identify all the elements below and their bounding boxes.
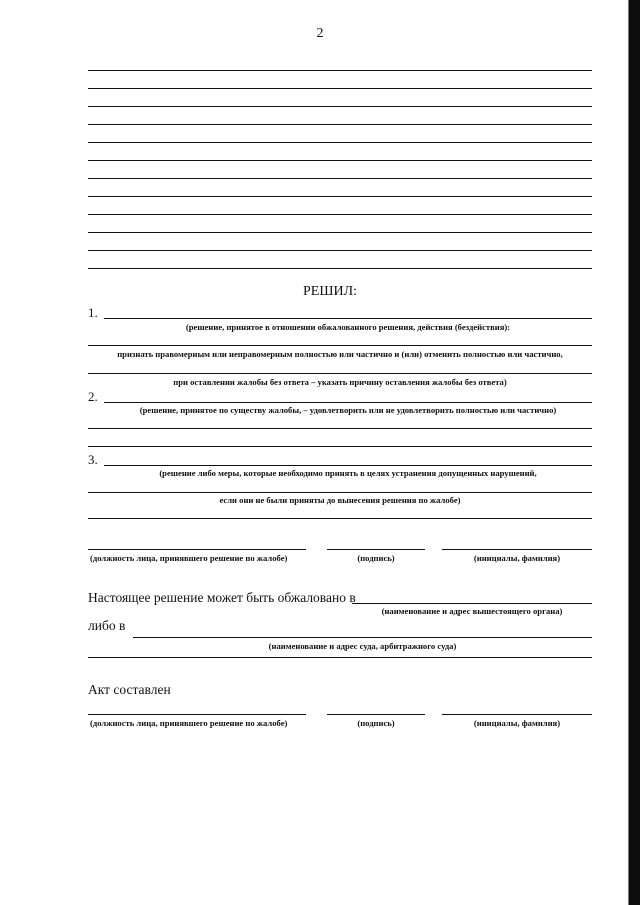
item-3-line[interactable] <box>104 465 592 466</box>
initials-line[interactable] <box>442 549 592 550</box>
scan-edge <box>629 0 640 905</box>
item-1-caption-2: признать правомерным или неправомерным полностью или частично и (или) отменить полностью или частично, <box>117 349 563 359</box>
blank-line[interactable] <box>88 106 592 107</box>
item-2-line-3[interactable] <box>88 446 592 447</box>
blank-line[interactable] <box>88 142 592 143</box>
position-caption: (должность лица, принявшего решение по жалобе) <box>90 553 288 563</box>
court-line[interactable] <box>133 637 592 638</box>
blank-line[interactable] <box>88 178 592 179</box>
appeal-text: Настоящее решение может быть обжаловано в <box>88 590 356 605</box>
scan-edge-shadow <box>628 0 629 905</box>
act-initials-line[interactable] <box>442 714 592 715</box>
blank-line[interactable] <box>88 196 592 197</box>
item-1-number: 1. <box>88 305 98 320</box>
item-3-line-3[interactable] <box>88 518 592 519</box>
act-text: Акт составлен <box>88 682 171 697</box>
decision-heading: РЕШИЛ: <box>303 284 357 299</box>
blank-line[interactable] <box>88 70 592 71</box>
act-signature-caption: (подпись) <box>357 718 395 728</box>
blank-line[interactable] <box>88 160 592 161</box>
item-1-caption-1: (решение, принятое в отношении обжалованного решения, действия (бездействия): <box>185 322 511 332</box>
item-3-line-2[interactable] <box>88 492 592 493</box>
act-position-line[interactable] <box>88 714 306 715</box>
item-2-caption-1: (решение, принятое по существу жалобы, – удовлетворить или не удовлетворить полностью или частично) <box>139 405 557 415</box>
initials-caption: (инициалы, фамилия) <box>473 553 561 563</box>
item-1-line-3[interactable] <box>88 373 592 374</box>
item-3-caption-1: (решение либо меры, которые необходимо принять в целях устранения допущенных нарушений, <box>159 468 537 478</box>
item-2-line-2[interactable] <box>88 428 592 429</box>
item-2-number: 2. <box>88 389 98 404</box>
act-signature-line[interactable] <box>327 714 425 715</box>
item-1-line[interactable] <box>104 318 592 319</box>
signature-line[interactable] <box>327 549 425 550</box>
blank-line[interactable] <box>88 232 592 233</box>
signature-caption: (подпись) <box>357 553 395 563</box>
act-position-caption: (должность лица, принявшего решение по жалобе) <box>90 718 288 728</box>
position-line[interactable] <box>88 549 306 550</box>
blank-line[interactable] <box>88 214 592 215</box>
item-3-number: 3. <box>88 452 98 467</box>
item-1-caption-3: при оставлении жалобы без ответа – указать причину оставления жалобы без ответа) <box>173 377 507 387</box>
page-number: 2 <box>316 26 324 41</box>
blank-line[interactable] <box>88 88 592 89</box>
court-line-2[interactable] <box>88 657 592 658</box>
court-caption: (наименование и адрес суда, арбитражного суда) <box>268 641 457 651</box>
higher-body-caption: (наименование и адрес вышестоящего органа) <box>381 606 563 616</box>
or-text: либо в <box>88 618 126 633</box>
item-3-caption-2: если они не были приняты до вынесения решения по жалобе) <box>219 495 461 505</box>
act-initials-caption: (инициалы, фамилия) <box>473 718 561 728</box>
item-2-line[interactable] <box>104 402 592 403</box>
item-1-line-2[interactable] <box>88 345 592 346</box>
blank-line[interactable] <box>88 268 592 269</box>
higher-body-line[interactable] <box>352 603 592 604</box>
blank-line[interactable] <box>88 250 592 251</box>
blank-line[interactable] <box>88 124 592 125</box>
